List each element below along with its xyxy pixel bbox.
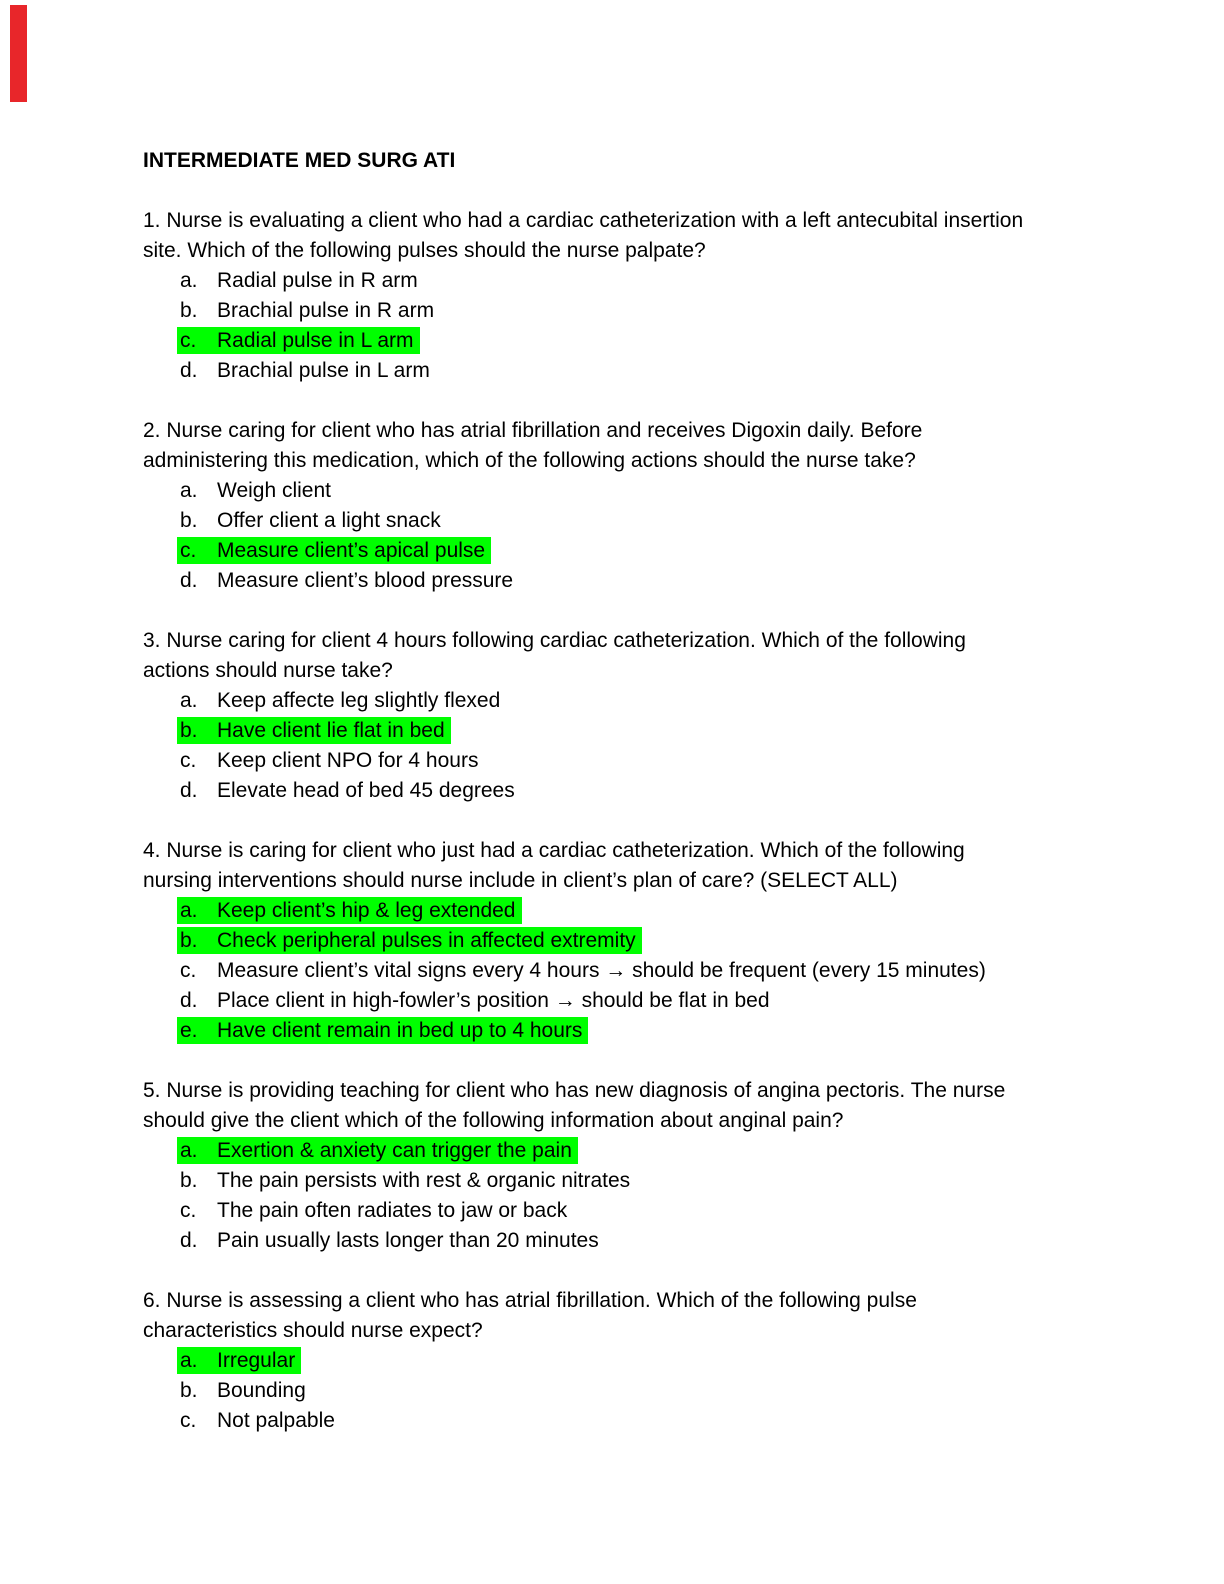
option-letter: a. [180, 1139, 198, 1162]
answer-option [143, 1226, 1124, 1256]
question-line: 1. Nurse is evaluating a client who had a cardiac catheterization with a left antecubital insertion [143, 209, 1024, 232]
option-text: Have client remain in bed up to 4 hours [217, 1019, 583, 1042]
answer-option [143, 1016, 1124, 1046]
red-bookmark-marker [10, 5, 27, 102]
question-line: nursing interventions should nurse include in client’s plan of care? (SELECT ALL) [143, 869, 898, 892]
question-block-1 [143, 206, 1124, 386]
option-text: Radial pulse in R arm [217, 269, 418, 292]
option-text: Have client lie flat in bed [217, 719, 445, 742]
option-text: Weigh client [217, 479, 332, 502]
question-line: characteristics should nurse expect? [143, 1319, 483, 1342]
answer-option [143, 356, 1124, 386]
highlighted-answer [177, 897, 522, 924]
answer-option [143, 266, 1124, 296]
question-text [143, 206, 1124, 266]
option-text: Exertion & anxiety can trigger the pain [217, 1139, 572, 1162]
answer-option [143, 1376, 1124, 1406]
highlighted-answer [177, 1017, 588, 1044]
question-text [143, 836, 1124, 896]
question-line: administering this medication, which of the following actions should the nurse take? [143, 449, 916, 472]
question-line: 2. Nurse caring for client who has atrial fibrillation and receives Digoxin daily. Before [143, 419, 923, 442]
question-text [143, 1076, 1124, 1136]
highlighted-answer [177, 327, 420, 354]
option-text: Measure client’s vital signs every 4 hours → should be frequent (every 15 minutes) [217, 959, 986, 982]
option-text: Check peripheral pulses in affected extremity [217, 929, 636, 952]
answer-option [143, 506, 1124, 536]
option-letter: b. [180, 719, 198, 742]
answer-option [143, 896, 1124, 926]
option-letter: d. [180, 1229, 198, 1252]
answer-option [143, 326, 1124, 356]
answer-option [143, 566, 1124, 596]
option-letter: c. [180, 539, 197, 562]
option-letter: b. [180, 509, 198, 532]
highlighted-answer [177, 717, 451, 744]
question-block-3 [143, 626, 1124, 806]
option-letter: d. [180, 989, 198, 1012]
question-text [143, 416, 1124, 476]
option-letter: d. [180, 779, 198, 802]
question-block-4 [143, 836, 1124, 1046]
question-line: actions should nurse take? [143, 659, 393, 682]
option-letter: c. [180, 1409, 197, 1432]
question-block-2 [143, 416, 1124, 596]
option-text: Pain usually lasts longer than 20 minutes [217, 1229, 599, 1252]
option-text: The pain persists with rest & organic nitrates [217, 1169, 631, 1192]
option-letter: d. [180, 569, 198, 592]
option-text: Brachial pulse in R arm [217, 299, 435, 322]
option-letter: c. [180, 749, 197, 772]
option-letter: b. [180, 1379, 198, 1402]
option-text: Brachial pulse in L arm [217, 359, 430, 382]
question-line: site. Which of the following pulses should the nurse palpate? [143, 239, 706, 262]
answer-option [143, 956, 1124, 986]
option-letter: c. [180, 329, 197, 352]
question-line: 6. Nurse is assessing a client who has atrial fibrillation. Which of the following pulse [143, 1289, 917, 1312]
option-text: Keep client’s hip & leg extended [217, 899, 516, 922]
option-letter: a. [180, 479, 198, 502]
highlighted-answer [177, 1137, 578, 1164]
answer-option [143, 926, 1124, 956]
answer-option [143, 986, 1124, 1016]
question-line: should give the client which of the following information about anginal pain? [143, 1109, 844, 1132]
question-line: 4. Nurse is caring for client who just had a cardiac catheterization. Which of the following [143, 839, 965, 862]
option-letter: a. [180, 269, 198, 292]
option-letter: e. [180, 1019, 198, 1042]
page-title: INTERMEDIATE MED SURG ATI [143, 149, 456, 172]
answer-option [143, 1346, 1124, 1376]
highlighted-answer [177, 1347, 301, 1374]
answer-option [143, 716, 1124, 746]
answer-option [143, 1406, 1124, 1436]
answer-option [143, 1166, 1124, 1196]
option-letter: c. [180, 1199, 197, 1222]
option-text: Bounding [217, 1379, 306, 1402]
option-text: Keep client NPO for 4 hours [217, 749, 479, 772]
option-text: Irregular [217, 1349, 296, 1372]
option-letter: b. [180, 299, 198, 322]
answer-option [143, 686, 1124, 716]
answer-option [143, 776, 1124, 806]
option-text: Measure client’s blood pressure [217, 569, 514, 592]
option-letter: a. [180, 899, 198, 922]
option-text: Place client in high-fowler’s position → should be flat in bed [217, 989, 770, 1012]
question-block-6 [143, 1286, 1124, 1436]
answer-option [143, 746, 1124, 776]
question-text [143, 626, 1124, 686]
option-text: Keep affecte leg slightly flexed [217, 689, 501, 712]
option-letter: c. [180, 959, 197, 982]
answer-option [143, 1196, 1124, 1226]
question-text [143, 1286, 1124, 1346]
highlighted-answer [177, 537, 491, 564]
option-text: Elevate head of bed 45 degrees [217, 779, 515, 802]
answer-option [143, 536, 1124, 566]
option-text: The pain often radiates to jaw or back [217, 1199, 568, 1222]
answer-option [143, 476, 1124, 506]
option-text: Offer client a light snack [217, 509, 441, 532]
highlighted-answer [177, 927, 642, 954]
question-block-5 [143, 1076, 1124, 1256]
option-text: Not palpable [217, 1409, 335, 1432]
answer-option [143, 1136, 1124, 1166]
question-line: 3. Nurse caring for client 4 hours following cardiac catheterization. Which of the following [143, 629, 966, 652]
question-line: 5. Nurse is providing teaching for client who has new diagnosis of angina pectoris. The nurse [143, 1079, 1006, 1102]
option-letter: b. [180, 929, 198, 952]
option-letter: b. [180, 1169, 198, 1192]
answer-option [143, 296, 1124, 326]
option-letter: d. [180, 359, 198, 382]
option-letter: a. [180, 689, 198, 712]
option-text: Radial pulse in L arm [217, 329, 414, 352]
option-letter: a. [180, 1349, 198, 1372]
option-text: Measure client’s apical pulse [217, 539, 486, 562]
